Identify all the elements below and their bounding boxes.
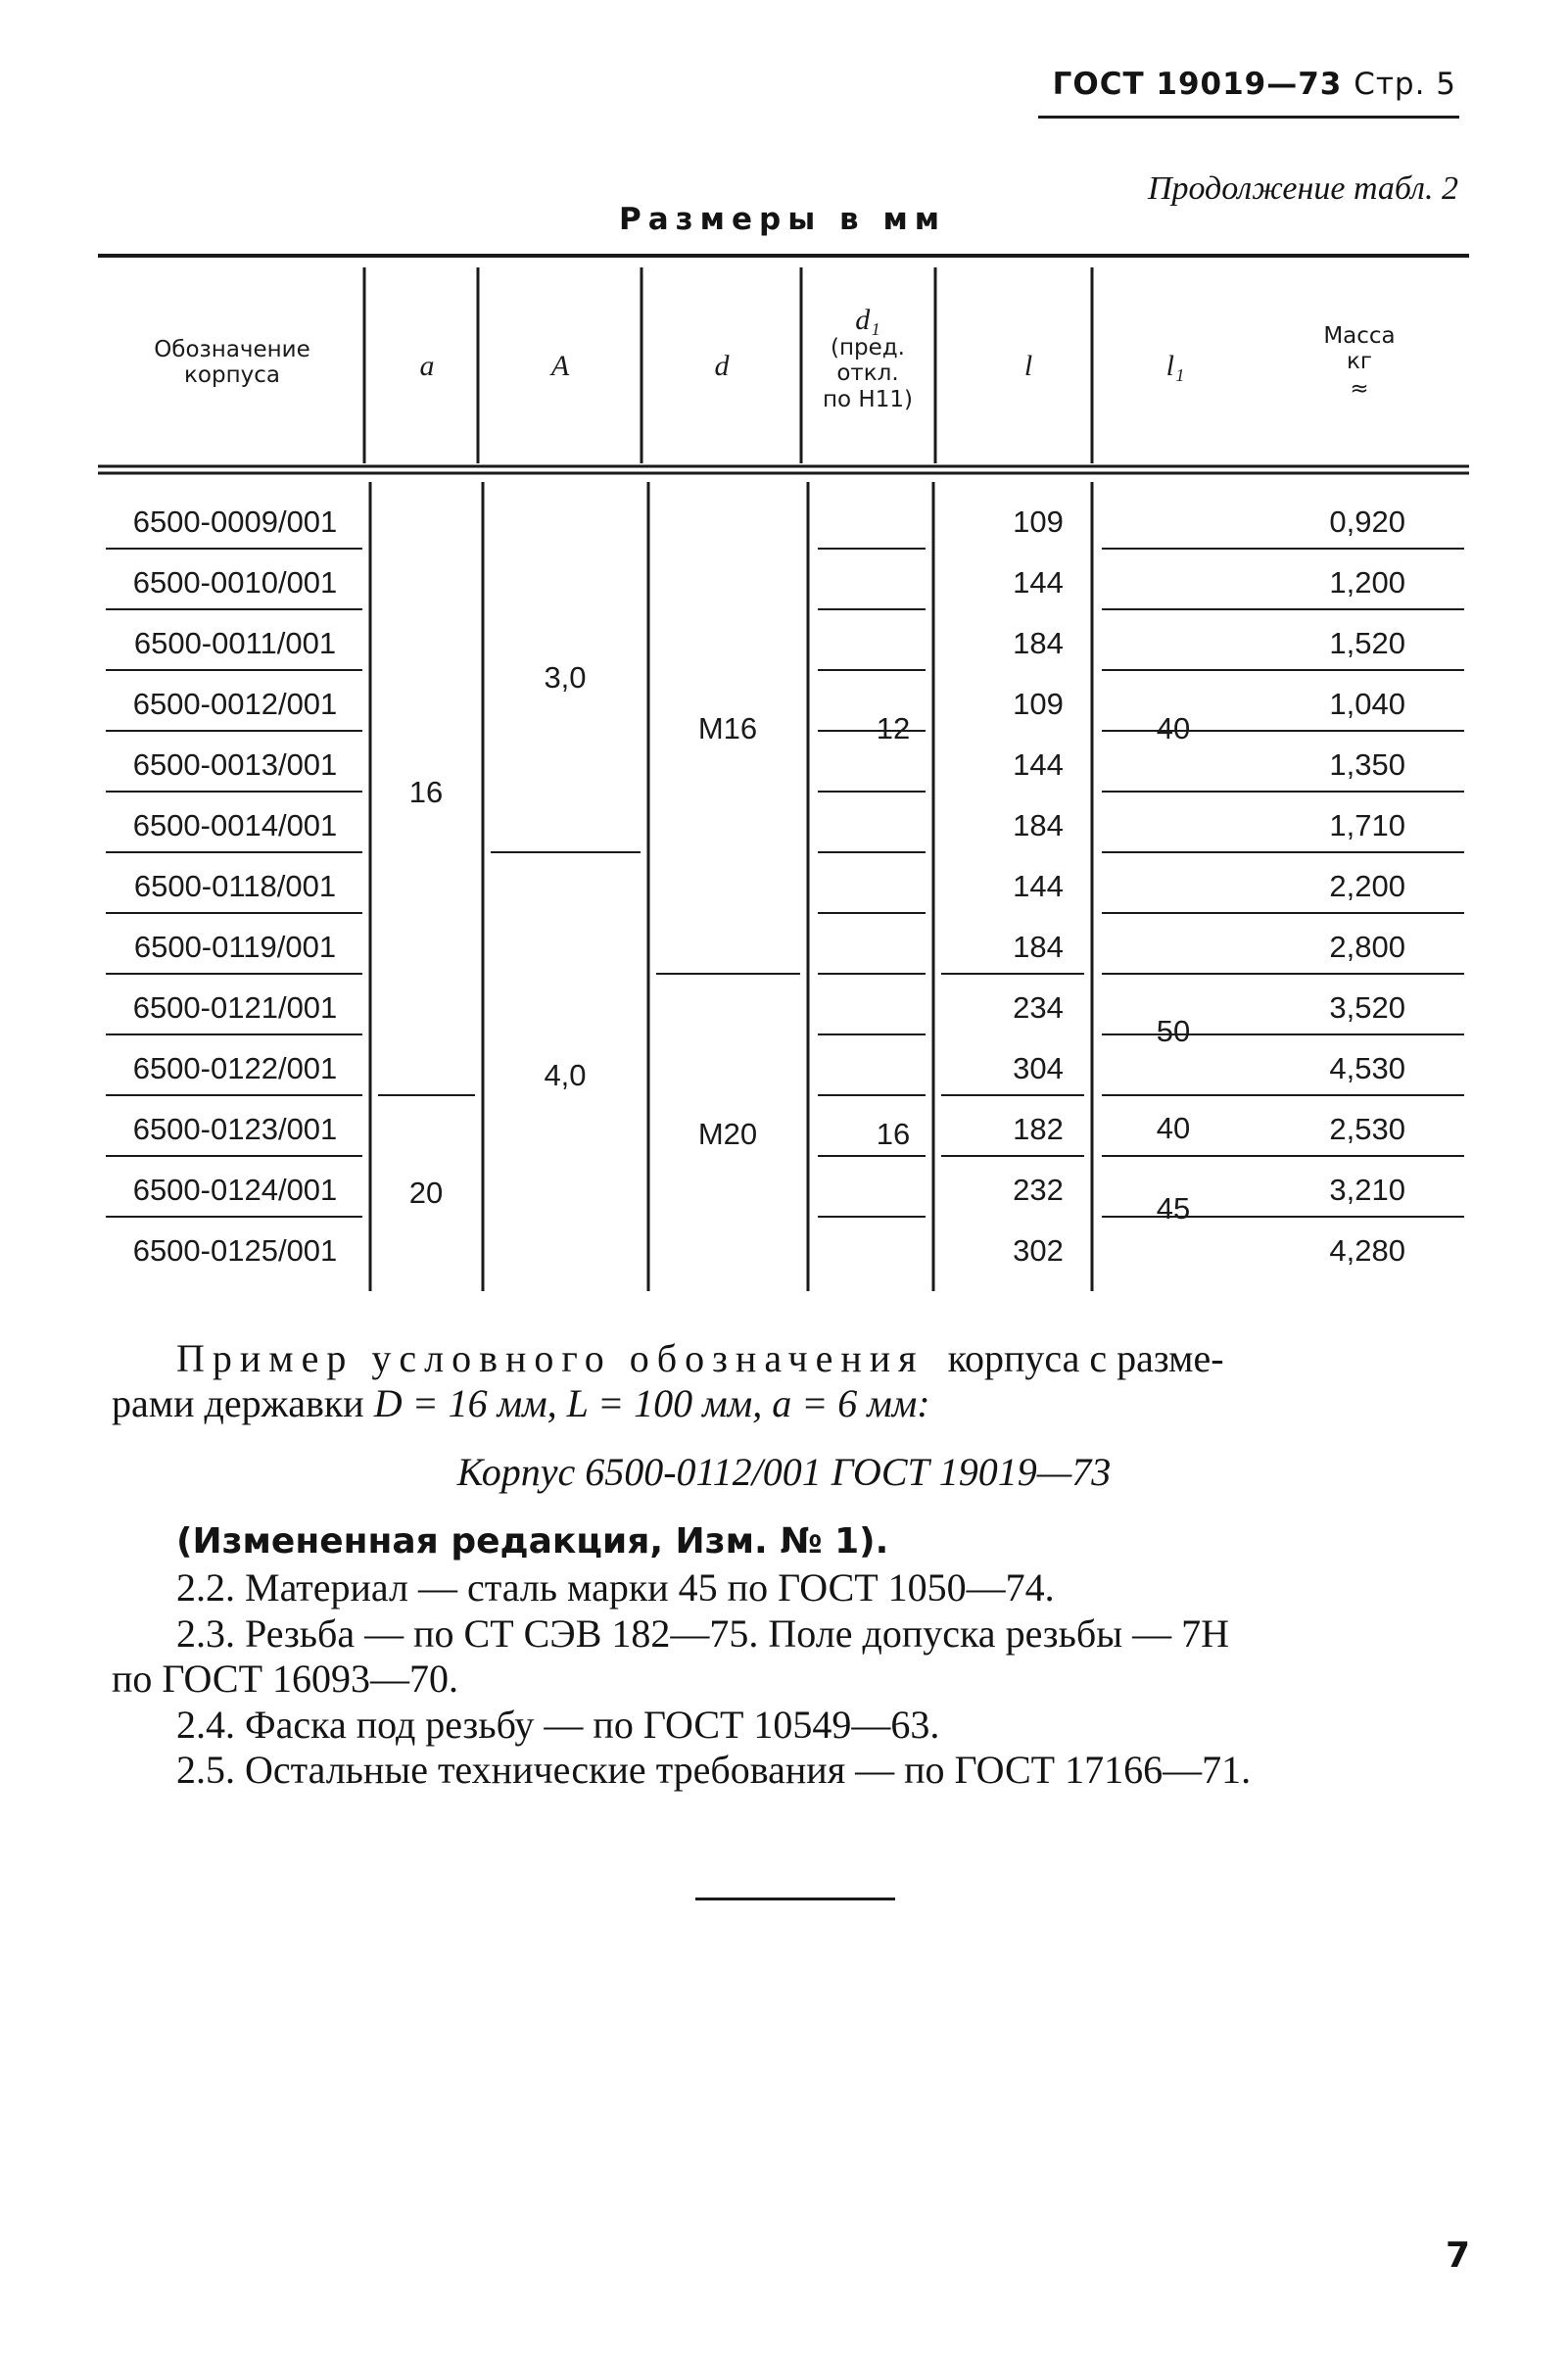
cell-l1-50: 50 <box>1156 1014 1191 1048</box>
cell-l: 232 <box>1013 1173 1064 1207</box>
cell-l: 144 <box>1013 869 1064 903</box>
cell-designation: 6500-0013/001 <box>132 747 338 782</box>
dimensions-table <box>98 253 1469 1301</box>
header-mass-line3: ≈ <box>1350 376 1369 402</box>
header-d1-symbol: d₁ <box>855 304 880 336</box>
cell-designation: 6500-0012/001 <box>132 687 338 721</box>
header-mass-line1: Масса <box>1323 323 1396 349</box>
example-line-1 <box>176 1336 1469 1381</box>
cell-l1-40: 40 <box>1156 711 1191 745</box>
example-line2-vars: D = 16 мм, L = 100 мм, a = 6 мм: <box>373 1381 930 1425</box>
section-separator <box>695 1898 895 1900</box>
cell-mass: 0,920 <box>1329 505 1405 539</box>
dimensions-caption: Размеры в мм <box>619 202 947 237</box>
cell-designation: 6500-0124/001 <box>132 1173 338 1207</box>
page-number: 7 <box>1445 2235 1470 2276</box>
header-A: A <box>550 350 570 382</box>
cell-mass: 2,800 <box>1329 930 1405 964</box>
cell-l: 234 <box>1013 990 1064 1025</box>
example-line2-prefix: рами державки <box>112 1381 374 1425</box>
cell-mass: 1,200 <box>1329 565 1405 600</box>
cell-designation: 6500-0123/001 <box>132 1112 338 1146</box>
cell-l: 184 <box>1013 626 1064 660</box>
change-note: (Измененная редакция, Изм. № 1). <box>176 1521 889 1562</box>
header-designation-line1: Обозначение <box>154 337 310 362</box>
cell-l: 182 <box>1013 1112 1064 1146</box>
cell-mass: 2,530 <box>1329 1112 1405 1146</box>
cell-designation: 6500-0010/001 <box>132 565 338 600</box>
header-designation-line2: корпуса <box>184 362 280 388</box>
cell-l: 109 <box>1013 505 1064 539</box>
cell-mass: 1,710 <box>1329 808 1405 842</box>
table-continuation-note: Продолжение табл. 2 <box>1147 170 1458 207</box>
header-rule <box>1038 116 1459 119</box>
header-d: d <box>714 350 730 382</box>
cell-l1-45: 45 <box>1156 1191 1191 1226</box>
cell-designation: 6500-0121/001 <box>132 990 338 1025</box>
header-page: Стр. 5 <box>1354 67 1456 102</box>
header-a: a <box>419 350 435 382</box>
header-d1-line4: по H11) <box>823 387 913 412</box>
example-lead: Пример условного обозначения <box>176 1336 925 1380</box>
cell-l: 144 <box>1013 565 1064 600</box>
cell-mass: 1,520 <box>1329 626 1405 660</box>
cell-mass: 3,520 <box>1329 990 1405 1025</box>
cell-mass: 1,040 <box>1329 687 1405 721</box>
cell-A-4-0: 4,0 <box>544 1058 587 1092</box>
header-d1-line3: откл. <box>836 360 899 386</box>
cell-mass: 4,530 <box>1329 1051 1405 1085</box>
clause-2-2: 2.2. Материал — сталь марки 45 по ГОСТ 1050—74. <box>176 1565 1055 1610</box>
cell-l1-40: 40 <box>1156 1111 1191 1145</box>
header-l: l <box>1023 350 1033 382</box>
cell-designation: 6500-0125/001 <box>132 1233 338 1268</box>
cell-d1-16: 16 <box>876 1117 911 1151</box>
example-designation: Корпус 6500-0112/001 ГОСТ 19019—73 <box>456 1450 1112 1494</box>
header-d1-line2: (пред. <box>831 335 905 360</box>
header-mass-line2: кг <box>1347 349 1372 374</box>
cell-designation: 6500-0119/001 <box>133 930 337 964</box>
cell-mass: 3,210 <box>1329 1173 1405 1207</box>
cell-designation: 6500-0011/001 <box>133 626 337 660</box>
example-rest: корпуса с разме- <box>947 1336 1224 1380</box>
cell-l: 109 <box>1013 687 1064 721</box>
cell-l: 302 <box>1013 1233 1064 1268</box>
cell-designation: 6500-0014/001 <box>132 808 338 842</box>
cell-A-3-0: 3,0 <box>544 660 587 695</box>
cell-a-16: 16 <box>408 775 444 809</box>
clause-2-4: 2.4. Фаска под резьбу — по ГОСТ 10549—63. <box>176 1703 940 1747</box>
cell-d-m20: M20 <box>697 1117 758 1151</box>
table-body <box>133 505 1405 1268</box>
cell-l: 184 <box>1013 930 1064 964</box>
cell-mass: 4,280 <box>1329 1233 1405 1268</box>
cell-designation: 6500-0122/001 <box>132 1051 338 1085</box>
clause-2-3: 2.3. Резьба — по СТ СЭВ 182—75. Поле допуска резьбы — 7H <box>176 1611 1229 1656</box>
cell-designation: 6500-0118/001 <box>133 869 337 903</box>
table-header <box>154 304 1395 412</box>
cell-d-m16: M16 <box>697 711 758 745</box>
cell-mass: 2,200 <box>1329 869 1405 903</box>
page-header <box>1053 67 1456 102</box>
cell-designation: 6500-0009/001 <box>132 505 338 539</box>
cell-l: 304 <box>1013 1051 1064 1085</box>
header-l1: l₁ <box>1165 350 1185 382</box>
header-gost: ГОСТ 19019—73 <box>1052 67 1343 102</box>
example-line-2 <box>112 1381 930 1426</box>
cell-l: 184 <box>1013 808 1064 842</box>
cell-a-20: 20 <box>408 1176 444 1210</box>
clause-2-3-cont: по ГОСТ 16093—70. <box>112 1657 459 1701</box>
cell-l: 144 <box>1013 747 1064 782</box>
clause-2-5: 2.5. Остальные технические требования — по ГОСТ 17166—71. <box>176 1748 1252 1792</box>
cell-d1-12: 12 <box>876 711 911 745</box>
cell-mass: 1,350 <box>1329 747 1405 782</box>
